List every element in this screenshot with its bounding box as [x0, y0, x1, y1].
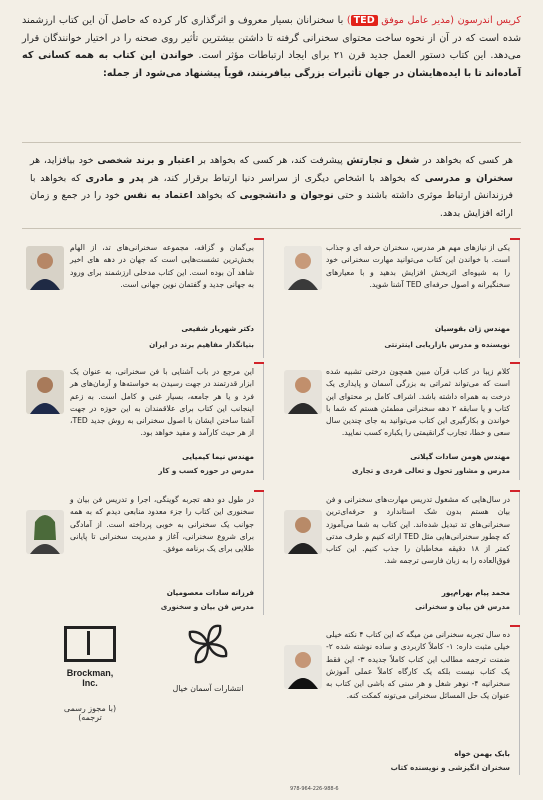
- divider: [22, 142, 521, 143]
- portrait-photo: [284, 246, 322, 290]
- intro-bold-text: خواندن این کتاب به همه کسانی که آماده‌اند تا با ایده‌هایشان در جهان تأثیرات بزرگی بیافرینند، قویاً پیشنهاد می‌شود از جمله:: [22, 50, 521, 79]
- card-border: [519, 238, 520, 358]
- portrait-photo: [26, 246, 64, 290]
- text-span: هر کسی که بخواهد در: [423, 155, 514, 166]
- intro-paragraph: [22, 12, 521, 82]
- testimonial-name: دکتر شهریار شفیعی: [181, 324, 254, 333]
- testimonial-name: فرزانه سادات معصومیان: [166, 588, 254, 597]
- portrait-photo: [284, 510, 322, 554]
- testimonial-card: [278, 625, 520, 775]
- text-span: Brockman, Inc.: [66, 668, 114, 688]
- card-border: [519, 625, 520, 775]
- text-span: پدر و مادری: [85, 172, 144, 184]
- testimonial-role: مدرس در حوزه کسب و کار: [158, 466, 254, 475]
- portrait-photo: [26, 510, 64, 554]
- book-icon: [64, 626, 116, 662]
- testimonial-name: مهندس نیما کیمیایی: [182, 452, 254, 461]
- author-name: کریس اندرسون: [457, 15, 521, 26]
- publisher-name: انتشارات آسمان خیال: [172, 684, 244, 693]
- card-accent: [510, 490, 520, 492]
- testimonial-card: [278, 490, 520, 615]
- testimonial-name: بابک بهمن خواه: [454, 749, 510, 758]
- text-span: خود را در جمع و زمان ارائه افزایش بدهد.: [30, 190, 513, 219]
- card-border: [263, 238, 264, 358]
- testimonial-text: ده سال تجربه سخنرانی من میگه که این کتاب ۴ نکته خیلی خیلی مثبت داره: ۱- کاملاً کاربردی و ساده نوشته شده ۲- ضمنت ترجمه مطالب این کتاب کاملاً جدیده ۳- این فقط یک کتاب نیست بلکه یک کارگاه کاملاً عملی آموزش سخنرانیه ۴- نوهر شغل و هر سنی که باشی این کتاب به عنوان یک حل المسائل سخنرانی می‌تونه کمکت کنه.: [326, 630, 511, 701]
- testimonial-card: [22, 362, 264, 480]
- testimonial-card: [278, 362, 520, 480]
- testimonial-role: بنیانگذار مفاهیم برند در ایران: [149, 340, 254, 349]
- isbn-barcode-text: 978-964-226-988-6: [290, 786, 339, 792]
- card-border: [519, 362, 520, 480]
- text-span: اعتماد به نفس: [123, 190, 193, 201]
- license-note: (با مجوز رسمی ترجمه): [63, 704, 117, 722]
- testimonial-text: در طول دو دهه تجربه گوینگی، اجرا و تدریس فن بیان و سخنوری این کتاب را جزء معدود منابعی دیدم که به همه جوانب یک سخنرانی به خوبی پرداخته است. از آمادگی برای شروع سخنرانی، آغاز و مدیریت سخنرانی تا پایانی طلایی برای یک برنامه موفق.: [70, 495, 254, 554]
- divider: [22, 228, 521, 229]
- testimonial-name: محمد پیام بهرام‌پور: [441, 588, 510, 597]
- text-span: نوجوان و دانشجویی: [239, 190, 334, 201]
- card-accent: [254, 362, 264, 364]
- text-span: که بخواهد با فرزندانش ارتباط موثری داشته باشند و حتی: [30, 172, 514, 201]
- testimonial-card: [22, 490, 264, 615]
- portrait-photo: [26, 370, 64, 414]
- text-span: که بخواهد با اشخاص دیگری از سراسر دنیا ارتباط برقرار کند، هر: [148, 172, 420, 184]
- intro-text: با سخنرانان بسیار معروف و اثرگذاری کار کرده که حاصل آن این کتاب ارزشمند شده است که در آن از نحوه ساخت محتوای سخنرانی گرفته تا داشتن بیشترین تأثیر روی صحنه را در اختیار خوانندگان قرار می‌دهد. این کتاب دستور العمل جدید قرن ۲۱ برای ایجاد ارتباطات مؤثر است.: [22, 15, 521, 62]
- author-role: (مدیر عامل موفق: [381, 15, 454, 26]
- card-accent: [254, 238, 264, 240]
- testimonial-role: مدرس فن بیان و سخنوری: [160, 602, 254, 611]
- testimonial-role: نویسنده و مدرس بازاریابی اینترنتی: [384, 340, 510, 349]
- card-border: [263, 490, 264, 615]
- publisher-logo: [168, 618, 248, 693]
- testimonial-card: [278, 238, 520, 358]
- card-accent: [254, 490, 264, 492]
- card-border: [263, 362, 264, 480]
- testimonial-text: در سال‌هایی که مشغول تدریس مهارت‌های سخنرانی و فن بیان هستم بدون شک استاندارد و حرفه‌ای‌ترین سخنرانی‌های تد تبدیل شده‌اند. این کتاب به شما می‌آموزد که چطور سخنرانی‌هایی مثل TED ارائه کنیم و طرف مدتی کمتر از ۱۸ دقیقه مخاطبان را جذب کنیم. این کتاب فوق‌العاده را به زبان فارسی ترجمه شد.: [326, 495, 510, 566]
- text-span: شغل و تجارتش: [346, 155, 420, 166]
- testimonial-text: بی‌گمان و گزافه، مجموعه سخنرانی‌های تد، از الهام بخش‌ترین تشست‌هایی است که جهان در دهه های اخیر شاهد آن بوده است. این کتاب مدخلی ارزشمند برای ورود به جهانی جدید و گفتمان نوین جهانی است.: [70, 243, 254, 289]
- card-accent: [510, 625, 520, 627]
- sky-flower-icon: [178, 618, 238, 670]
- text-span: سخنران و مدرسی: [424, 172, 513, 184]
- testimonial-role: مدرس و مشاور تحول و تعالی فردی و تجاری: [352, 466, 510, 475]
- testimonial-text: این مرجع در باب آشنایی با فن سخنرانی، به عنوان یک ابزار قدرتمند در جهت رسیدن به خواسته‌ها و آرمان‌های هر فرد و یا هر جامعه، بسیار غنی و کامل است. به زعم اینجانب این کتاب برای علاقمندان به این حوزه در جهت آشنا ساختن ایشان با اصول سخنرانی به روش جدید TED، از هر حیث کارآمد و مفید خواهد بود.: [70, 367, 254, 438]
- card-accent: [510, 362, 520, 364]
- ted-logo: TED: [351, 15, 378, 26]
- testimonial-role: سخنران انگیزشی و نویسنده کتاب: [390, 763, 510, 772]
- testimonial-role: مدرس فن بیان و سخنرانی: [415, 602, 510, 611]
- text-span: اعتبار و برند شخصی: [97, 155, 195, 166]
- portrait-photo: [284, 370, 322, 414]
- publisher-logos: [18, 618, 250, 738]
- card-border: [519, 490, 520, 615]
- testimonial-text: یکی از نیازهای مهم هر مدرس، سخنران حرفه ای و جذاب است. با خواندن این کتاب می‌توانید مهارت سخنرانی خود را به شیوه‌ای اثربخش افزایش بدهید و با معیارهای سخنگیرانه و اصول حرفه‌ای TED آشنا شوید.: [326, 243, 510, 289]
- brockman-logo: [58, 626, 122, 722]
- testimonial-text: کلام زیبا در کتاب قرآن مبین همچون درختی تشبیه شده است که می‌تواند ثمراتی به بزرگی آسمان و پایداری یک درخت به همراه داشته باشد. اشراف کامل بر محتوای این کتاب و یا سابقه ۲ دهه سخنرانی مطمئن هستم که شما با خواندن و بکارگیری این کتاب می‌توانید به جای چندین سال سعی و خطا، تجارب گرانقیمتی را یکباره کسب نمایید.: [326, 367, 511, 438]
- testimonial-card: [22, 238, 264, 358]
- text-span: پیشرفت کند، هر کسی که بخواهد بر: [198, 155, 343, 166]
- testimonial-name: مهندس ژان بقوسیان: [434, 324, 510, 333]
- audience-paragraph: [30, 152, 513, 222]
- testimonial-name: مهندس هومن سادات گیلانی: [410, 452, 510, 461]
- text-span: که بخواهد: [196, 190, 236, 201]
- author-role-end: ): [346, 15, 351, 26]
- card-accent: [510, 238, 520, 240]
- portrait-photo: [284, 645, 322, 689]
- text-span: خود بیافزاید، هر: [30, 155, 94, 166]
